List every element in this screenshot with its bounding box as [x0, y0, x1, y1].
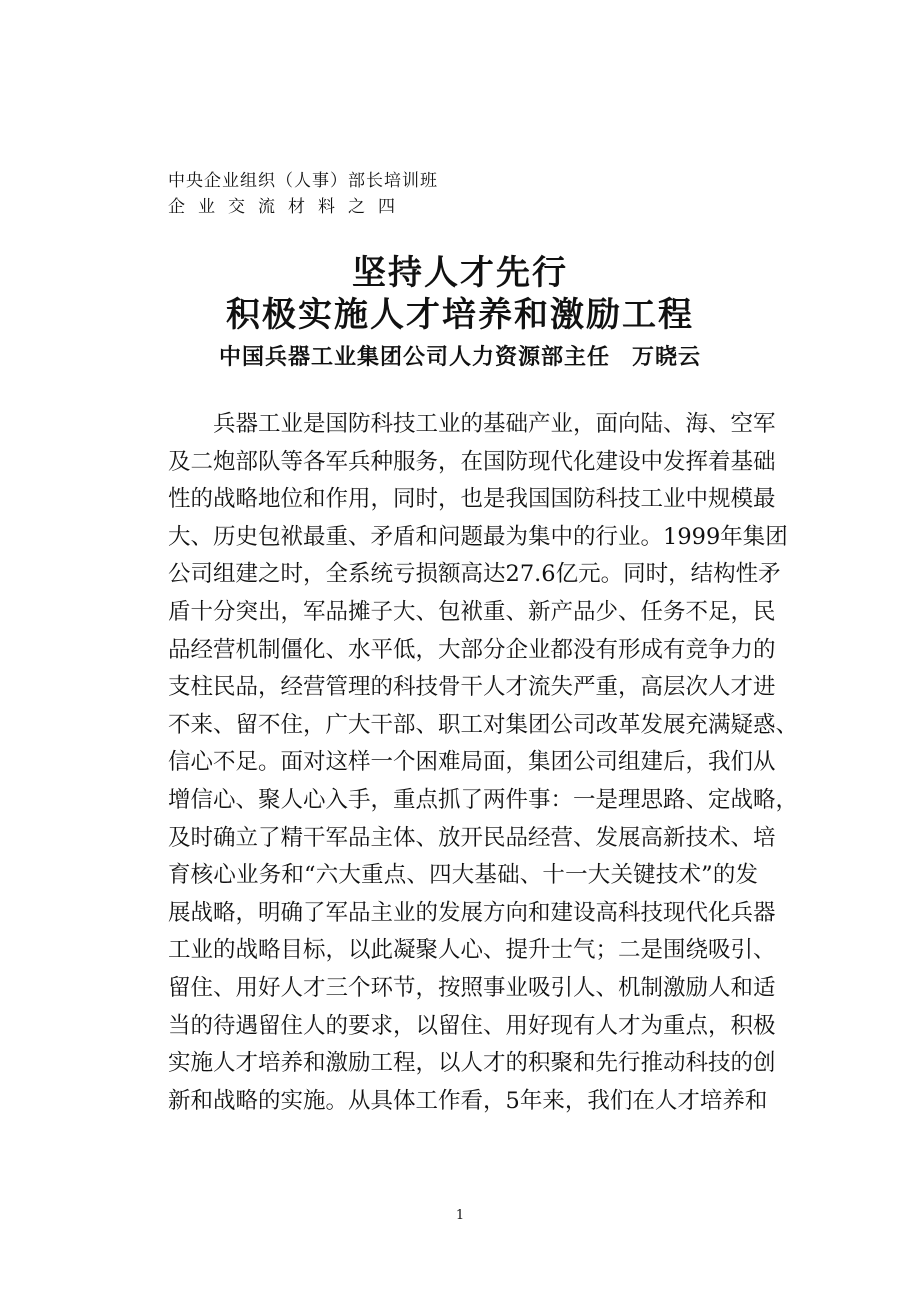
- title-line-2: 积极实施人才培养和激励工程: [226, 295, 694, 335]
- body-line: 及二炮部队等各军兵种服务，在国防现代化建设中发挥着基础: [168, 448, 776, 475]
- body-line: 当的待遇留住人的要求，以留住、用好现有人才为重点，积极: [168, 1012, 776, 1039]
- body-paragraph: [168, 406, 799, 1120]
- body-line: 兵器工业是国防科技工业的基础产业，面向陆、海、空军: [213, 411, 776, 437]
- body-line: 工业的战略目标，以此凝聚人心、提升士气；二是围绕吸引、: [168, 937, 776, 964]
- body-line: 实施人才培养和激励工程，以人才的积聚和先行推动科技的创: [168, 1050, 776, 1077]
- body-line: 不来、留不住，广大干部、职工对集团公司改革发展充满疑惑、: [168, 711, 799, 738]
- body-line: 留住、用好人才三个环节，按照事业吸引人、机制激励人和适: [168, 974, 776, 1001]
- body-line: 品经营机制僵化、水平低，大部分企业都没有形成有竞争力的: [168, 636, 776, 663]
- body-line: 公司组建之时，全系统亏损额高达27.6亿元。同时，结构性矛: [168, 561, 781, 588]
- body-line: 及时确立了精干军品主体、放开民品经营、发展高新技术、培: [168, 824, 776, 851]
- title-line-1: 坚持人才先行: [352, 253, 568, 293]
- body-line: 展战略，明确了军品主业的发展方向和建设高科技现代化兵器: [168, 899, 776, 926]
- page-number: 1: [455, 1208, 465, 1223]
- body-line: 大、历史包袱最重、矛盾和问题最为集中的行业。1999年集团: [168, 523, 788, 550]
- body-line: 育核心业务和“六大重点、四大基础、十一大关键技术”的发: [168, 862, 758, 889]
- body-line: 信心不足。面对这样一个困难局面，集团公司组建后，我们从: [168, 749, 776, 776]
- author-name: 万晓云: [632, 345, 702, 370]
- body-line: 支柱民品，经营管理的科技骨干人才流失严重，高层次人才进: [168, 674, 776, 701]
- title-block: [0, 252, 920, 374]
- body-line: 盾十分突出，军品摊子大、包袱重、新产品少、任务不足，民: [168, 598, 776, 625]
- author-line: [0, 342, 920, 374]
- course-title: 中央企业组织（人事）部长培训班: [168, 171, 438, 191]
- document-header: [168, 168, 438, 220]
- body-line: 性的战略地位和作用，同时，也是我国国防科技工业中规模最: [168, 486, 776, 513]
- body-line: 增信心、聚人心入手，重点抓了两件事：一是理思路、定战略，: [168, 786, 799, 813]
- body-line: 新和战略的实施。从具体工作看，5年来，我们在人才培养和: [168, 1087, 768, 1114]
- series-label: 企业交流材料之四: [168, 197, 408, 217]
- author-position: 中国兵器工业集团公司人力资源部主任: [218, 345, 610, 370]
